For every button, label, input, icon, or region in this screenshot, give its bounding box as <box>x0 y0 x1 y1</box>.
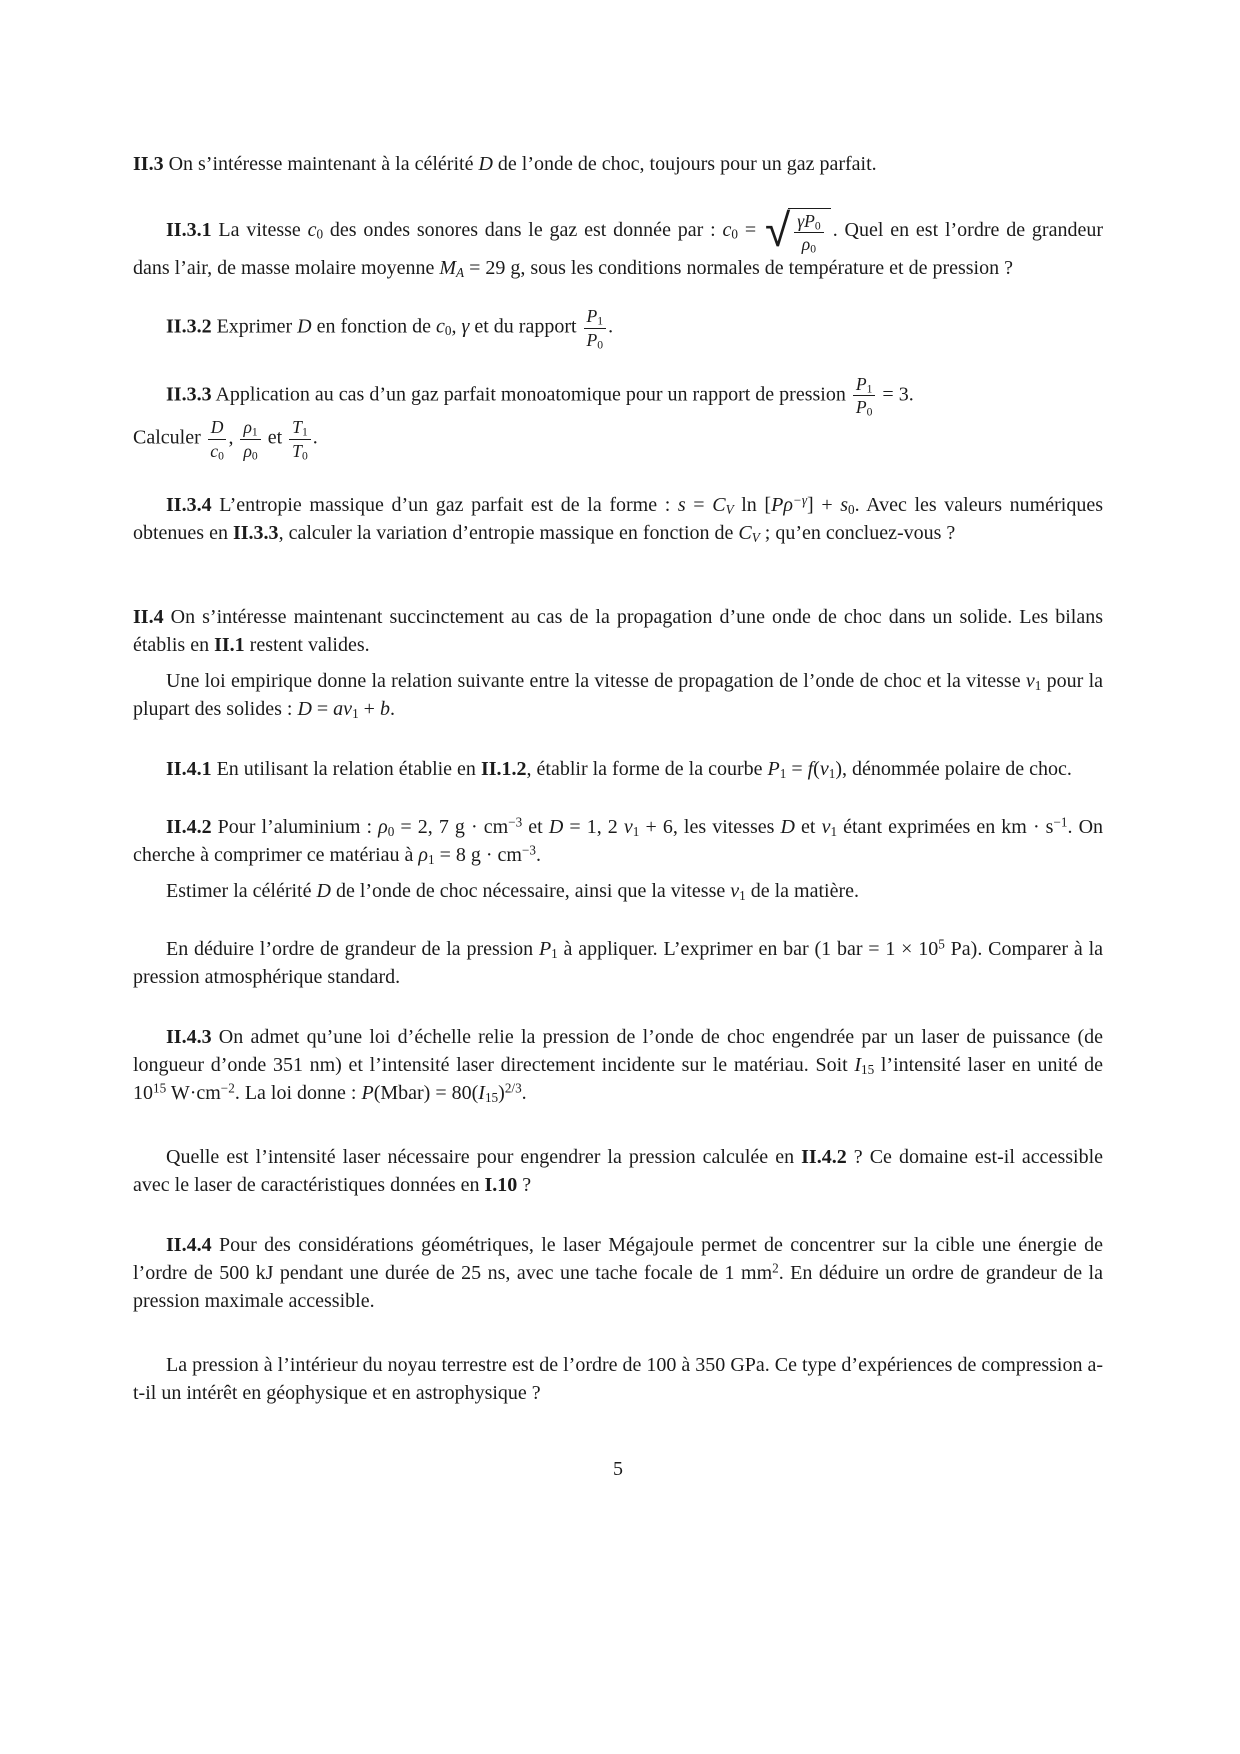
paragraph-en-deduire: En déduire l’ordre de grandeur de la pression $P_1$ à appliquer. L’exprimer en bar (1 bar = $1 \times 10^5$ Pa). Comparer à la pression atmosphérique standard. <box>133 936 1104 988</box>
question-II-4-1: II.4.1 En utilisant la relation établie en II.1.2, établir la forme de la courbe $P_1 = f(v_1)$, dénommée polaire de choc. <box>166 757 1072 781</box>
square-root <box>764 203 831 258</box>
question-II-3-1: II.3.1 La vitesse $c_0$ des ondes sonores dans le gaz est donnée par : $c_0$ = √ $\frac{\gamma P_0}{\rho_0}$ . Quel en est l’ordre de grandeur dans l’air, de masse molaire moyenne $M_A = 29$ g, sous les conditions normales de température et de pression ? <box>133 203 1103 281</box>
section-heading-II-4: II.4 On s’intéresse maintenant succinctement au cas de la propagation d’une onde de choc dans un solide. Les bilans établis en II.1 restent valides. <box>133 605 1103 656</box>
radical-icon: √ <box>764 203 791 258</box>
question-II-3-2: II.3.2 Exprimer D en fonction de $c_0$, γ et du rapport $\frac{P_1}{P_0}$ . <box>166 306 614 352</box>
question-II-4-4: II.4.4 Pour des considérations géométriques, le laser Mégajoule permet de concentrer sur la cible une énergie de l’ordre de 500 kJ pendant une durée de 25 ns, avec une tache focale de 1 $mm^2$. En déduire un ordre de grandeur de la pression maximale accessible. <box>133 1233 1103 1312</box>
fraction: $\frac{P_1}{P_0}$ <box>582 306 609 349</box>
paragraph-estimer: Estimer la célérité D de l’onde de choc nécessaire, ainsi que la vitesse $v_1$ de la matière. <box>166 879 859 903</box>
fraction: $\frac{\rho_1}{\rho_0}$ <box>238 417 262 460</box>
page-number: 5 <box>613 1457 623 1480</box>
fraction: $\frac{T_1}{T_0}$ <box>287 417 313 460</box>
question-II-3-3: II.3.3 Application au cas d’un gaz parfait monoatomique pour un rapport de pression $\frac{P_1}{P_0}$ = 3. Calculer $\frac{D}{c_0}$ , $\frac{\rho_1}{\rho_0}$ et $\frac{T_1}{T_0}$ . <box>133 373 914 463</box>
fraction: $\frac{D}{c_0}$ <box>206 417 229 460</box>
paragraph-loi-empirique: Une loi empirique donne la relation suivante entre la vitesse de propagation de l’onde de choc et la vitesse $v_1$ pour la plupart des solides : $D = av_1 + b$. <box>133 669 1103 721</box>
fraction: $\frac{P_1}{P_0}$ <box>851 374 878 417</box>
paragraph-noyau-terrestre: La pression à l’intérieur du noyau terrestre est de l’ordre de 100 à 350 GPa. Ce type d’expériences de compression a-t-il un intérêt en géophysique et en astrophysique ? <box>133 1353 1103 1404</box>
section-heading-II-3: II.3 On s’intéresse maintenant à la célérité D de l’onde de choc, toujours pour un gaz parfait. <box>133 153 877 175</box>
paragraph-quelle-intensite: Quelle est l’intensité laser nécessaire pour engendrer la pression calculée en II.4.2 ? Ce domaine est-il accessible avec le laser de caractéristiques données en I.10 ? <box>133 1145 1103 1196</box>
question-II-4-2: II.4.2 Pour l’aluminium : $\rho_0 = 2$, 7 $g \cdot cm^{-3}$ et D = 1, 2 $v_1 + 6$, les vitesses D et $v_1$ étant exprimées en km · $s^{-1}$. On cherche à comprimer ce matériau à $\rho_1 = 8$ $g \cdot cm^{-3}$. <box>133 814 1104 867</box>
document-body <box>133 150 1103 1483</box>
question-II-4-3: II.4.3 On admet qu’une loi d’échelle relie la pression de l’onde de choc engendrée par un laser de puissance (de longueur d’onde 351 nm) et l’intensité laser directement incidente sur le matériau. Soit $I_{15}$ l’intensité laser en unité de $10^{15}$ $W\cdot cm^{-2}$. La loi donne : P(Mbar) = $80(I_{15})^{2/3}$. <box>133 1025 1103 1105</box>
question-II-3-4: II.3.4 L’entropie massique d’un gaz parfait est de la forme : $s = C_V$ $\ln [P\rho^{-\gamma}] + s_0$. Avec les valeurs numériques obtenues en II.3.3, calculer la variation d’entropie massique en fonction de $C_V$ ; qu’en concluez-vous ? <box>133 492 1103 545</box>
fraction: $\frac{\gamma P_0}{\rho_0}$ <box>792 211 826 254</box>
